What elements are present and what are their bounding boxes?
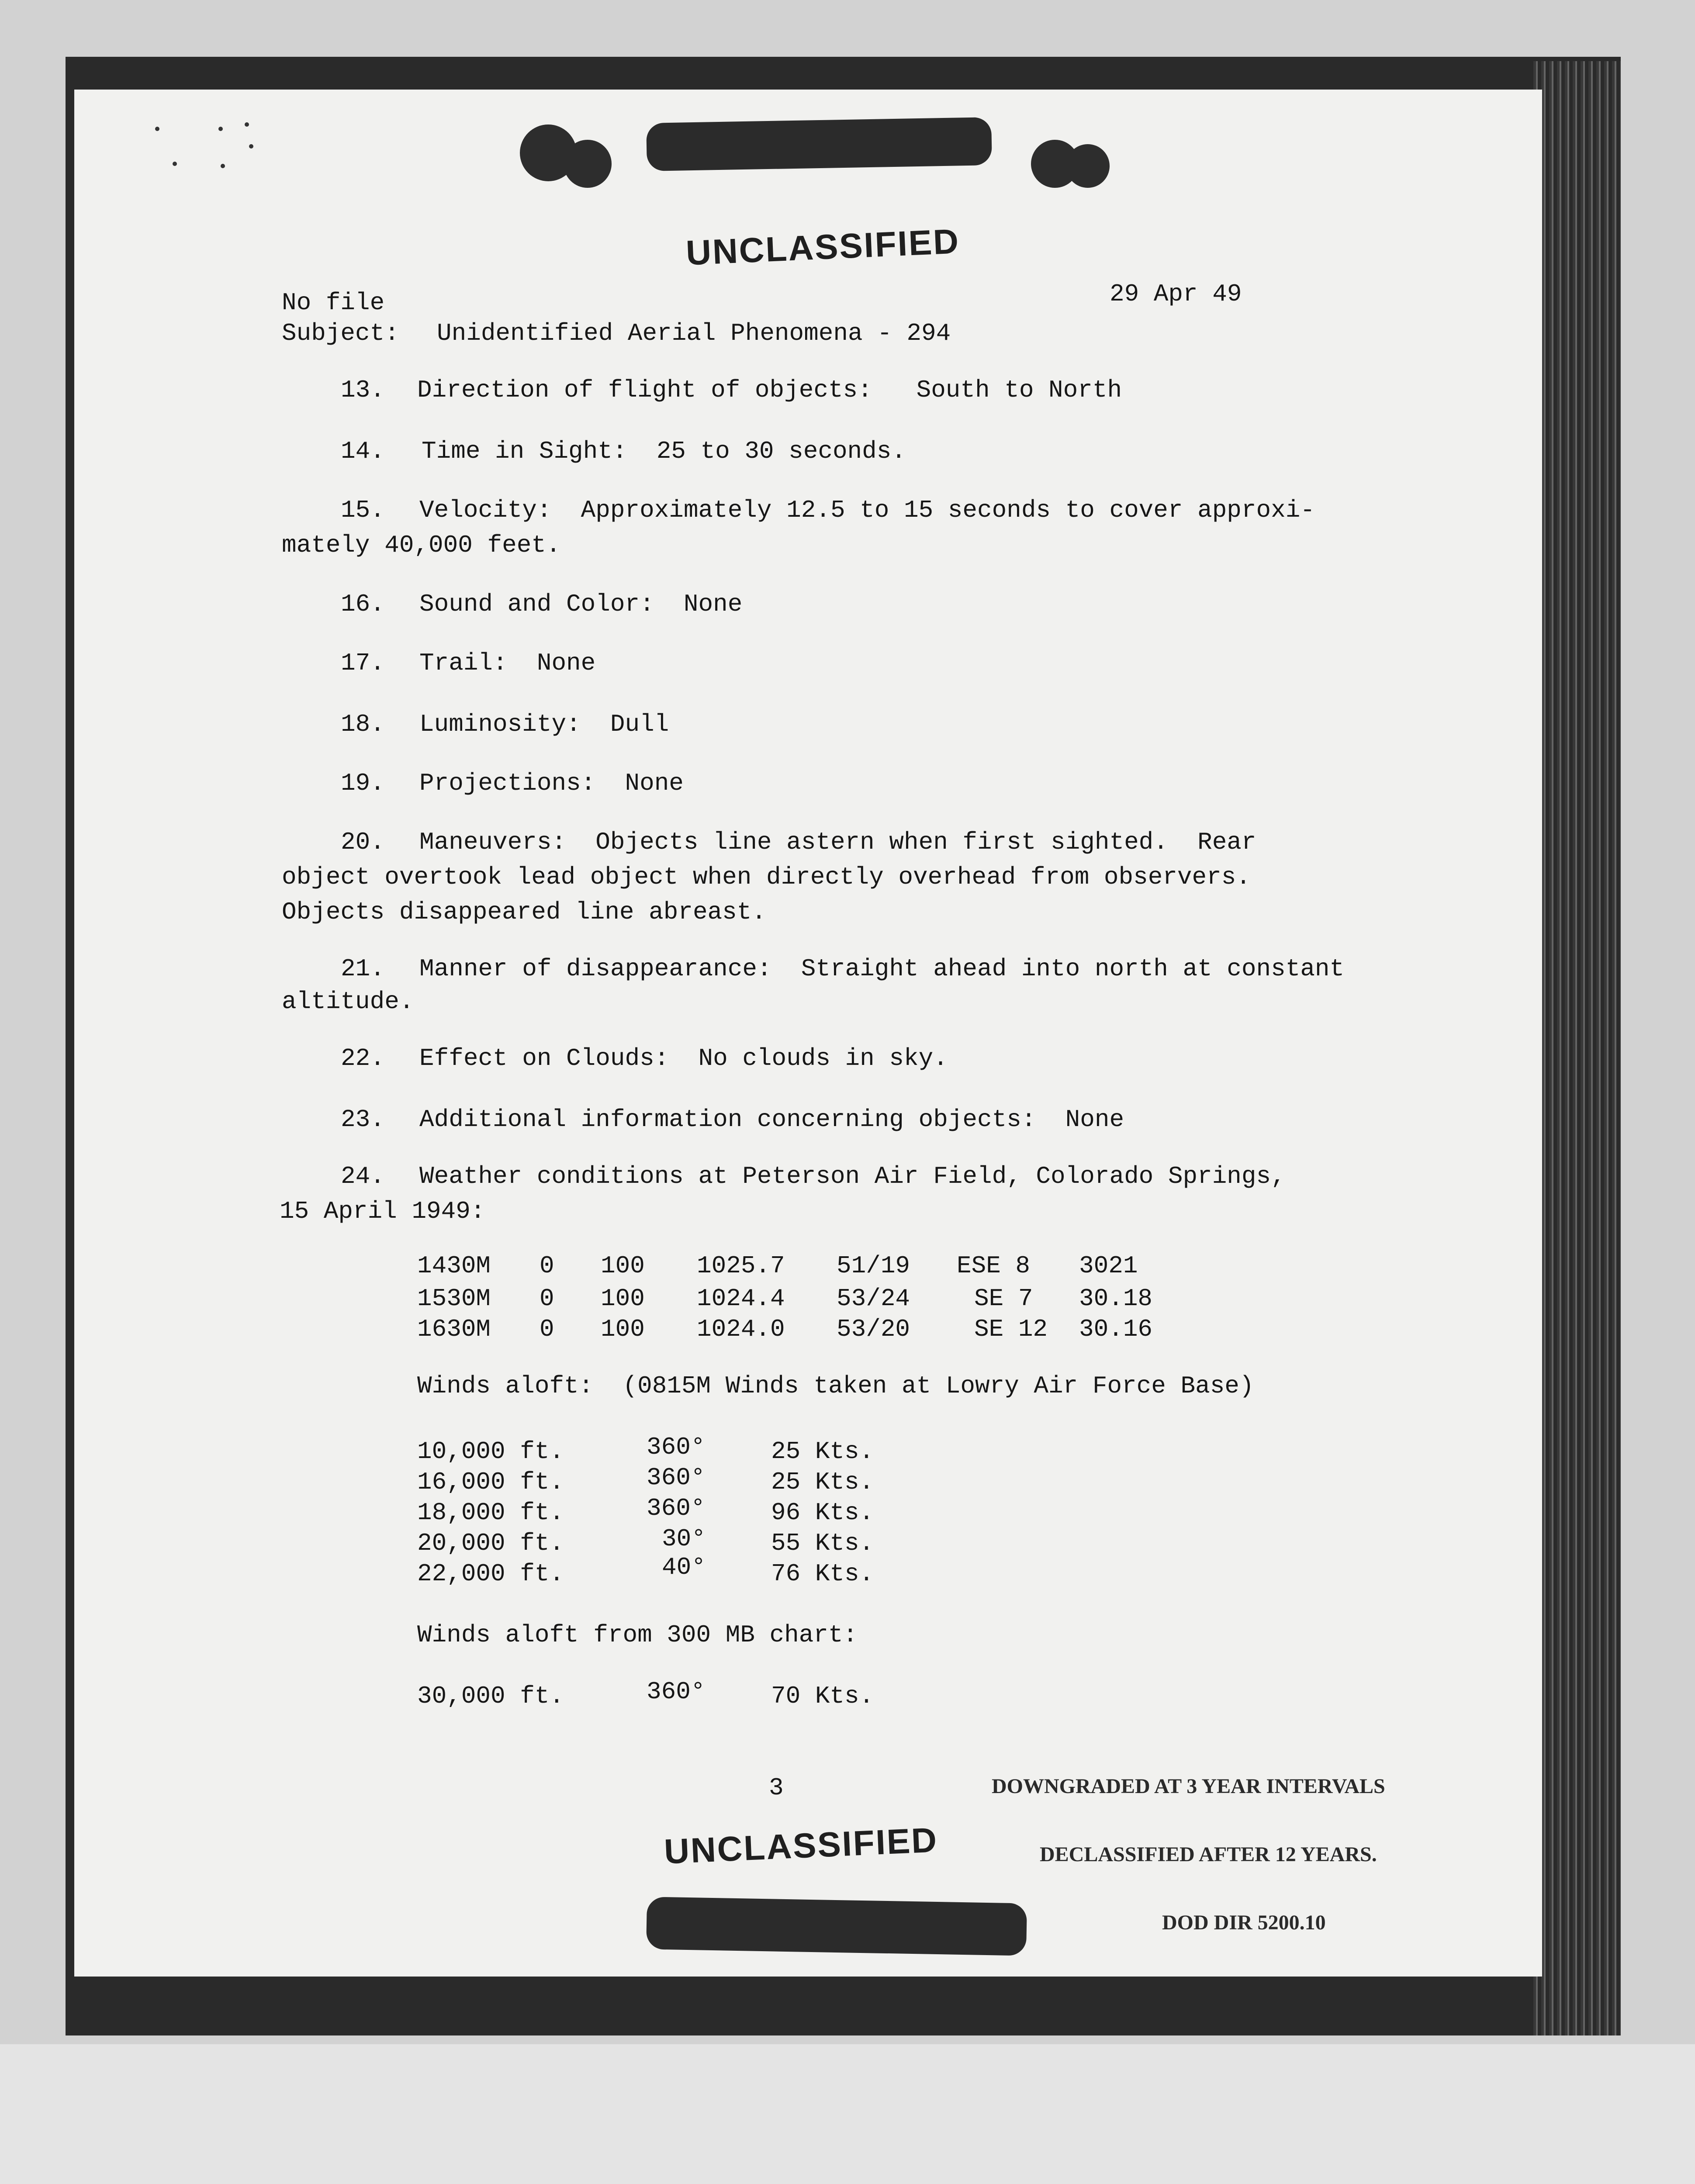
table-cell-altitude: 18,000 ft.: [417, 1499, 564, 1527]
table-cell-altimeter: 30.18: [1079, 1285, 1153, 1313]
table-cell-altitude: 20,000 ft.: [417, 1529, 564, 1557]
table-cell-speed: 55 Kts.: [771, 1529, 874, 1557]
table-cell-speed: 96 Kts.: [771, 1499, 874, 1527]
speck: [155, 127, 159, 131]
item-number: 13.: [341, 376, 385, 404]
table-cell-time: 1630M: [417, 1315, 491, 1343]
item-text: Direction of flight of objects: South to North: [417, 376, 1122, 404]
table-cell-wind: SE 7: [974, 1285, 1033, 1313]
table-cell-direction: 360°: [647, 1433, 706, 1461]
item-number: 16.: [341, 590, 385, 618]
table-cell-pressure: 1024.4: [697, 1285, 785, 1313]
table-cell-altitude: 16,000 ft.: [417, 1468, 564, 1496]
table-cell-wind: SE 12: [974, 1315, 1048, 1343]
table-cell-direction: 360°: [647, 1464, 706, 1492]
item-text: Additional information concerning objects: None: [419, 1106, 1124, 1133]
table-cell: 100: [601, 1315, 645, 1343]
item-number: 23.: [341, 1106, 385, 1133]
speck: [249, 144, 253, 149]
item-text: Manner of disappearance: Straight ahead into north at constant: [419, 955, 1345, 983]
speck: [218, 127, 223, 131]
winds-aloft-heading: Winds aloft: (0815M Winds taken at Lowry Air Force Base): [417, 1372, 1254, 1400]
item-text: Sound and Color: None: [419, 590, 743, 618]
file-note: No file: [282, 289, 385, 317]
punch-hole-blot: [564, 140, 612, 188]
table-cell-speed: 25 Kts.: [771, 1468, 874, 1496]
speck: [245, 122, 249, 127]
table-cell-direction: 40°: [662, 1553, 706, 1581]
item-continuation: mately 40,000 feet.: [282, 531, 561, 559]
table-cell-pressure: 1025.7: [697, 1252, 785, 1280]
item-text: Effect on Clouds: No clouds in sky.: [419, 1044, 948, 1072]
redaction-bar: [646, 117, 992, 171]
table-cell: 100: [601, 1285, 645, 1313]
redaction-bar: [646, 1897, 1027, 1956]
item-number: 20.: [341, 828, 385, 856]
subject-value: Unidentified Aerial Phenomena - 294: [437, 319, 951, 347]
winds-300mb-heading: Winds aloft from 300 MB chart:: [417, 1621, 858, 1649]
item-text: Weather conditions at Peterson Air Field, Colorado Springs,: [419, 1162, 1286, 1190]
table-cell-time: 1530M: [417, 1285, 491, 1313]
downgrade-line: DECLASSIFIED AFTER 12 YEARS.: [1040, 1843, 1377, 1866]
item-number: 18.: [341, 710, 385, 738]
table-cell: 100: [601, 1252, 645, 1280]
item-text: Projections: None: [419, 769, 684, 797]
downgrade-line: DOD DIR 5200.10: [1162, 1911, 1326, 1934]
table-cell-direction: 360°: [647, 1494, 706, 1522]
page-number: 3: [769, 1774, 784, 1802]
classification-stamp-bottom: UNCLASSIFIED: [663, 1820, 939, 1871]
table-cell: 0: [540, 1285, 554, 1313]
table-cell-time: 1430M: [417, 1252, 491, 1280]
scan-margin: [0, 2044, 1695, 2184]
item-number: 22.: [341, 1044, 385, 1072]
item-continuation: 15 April 1949:: [280, 1197, 485, 1225]
table-cell: 0: [540, 1315, 554, 1343]
item-continuation: object overtook lead object when directly overhead from observers.: [282, 863, 1251, 891]
table-cell-altitude: 22,000 ft.: [417, 1560, 564, 1588]
item-text: Velocity: Approximately 12.5 to 15 seconds to cover approxi-: [419, 496, 1315, 524]
table-cell-temp: 53/24: [837, 1285, 910, 1313]
item-text: Trail: None: [419, 649, 596, 677]
table-cell-altitude: 10,000 ft.: [417, 1438, 564, 1465]
table-cell-pressure: 1024.0: [697, 1315, 785, 1343]
downgrade-stamp: [992, 1730, 1568, 1957]
table-cell-altitude: 30,000 ft.: [417, 1682, 564, 1710]
subject-label: Subject:: [282, 319, 399, 347]
item-number: 21.: [341, 955, 385, 983]
item-text: Time in Sight: 25 to 30 seconds.: [422, 437, 906, 465]
table-cell-temp: 51/19: [837, 1252, 910, 1280]
item-number: 14.: [341, 437, 385, 465]
item-number: 15.: [341, 496, 385, 524]
table-cell-direction: 30°: [662, 1525, 706, 1553]
speck: [221, 164, 225, 168]
item-text: Luminosity: Dull: [419, 710, 669, 738]
downgrade-line: DOWNGRADED AT 3 YEAR INTERVALS: [992, 1775, 1385, 1798]
table-cell-speed: 25 Kts.: [771, 1438, 874, 1465]
table-cell-altimeter: 30.16: [1079, 1315, 1153, 1343]
speck: [173, 162, 177, 166]
table-cell-direction: 360°: [647, 1678, 706, 1706]
table-cell-speed: 76 Kts.: [771, 1560, 874, 1588]
table-cell-altimeter: 3021: [1079, 1252, 1138, 1280]
item-continuation: altitude.: [282, 988, 414, 1016]
table-cell-speed: 70 Kts.: [771, 1682, 874, 1710]
table-cell-temp: 53/20: [837, 1315, 910, 1343]
item-number: 24.: [341, 1162, 385, 1190]
item-text: Maneuvers: Objects line astern when first sighted. Rear: [419, 828, 1256, 856]
table-cell: 0: [540, 1252, 554, 1280]
classification-stamp-top: UNCLASSIFIED: [685, 221, 961, 273]
item-number: 19.: [341, 769, 385, 797]
item-number: 17.: [341, 649, 385, 677]
document-date: 29 Apr 49: [1110, 280, 1242, 308]
item-continuation: Objects disappeared line abreast.: [282, 898, 766, 926]
punch-hole-blot: [1066, 144, 1110, 188]
table-cell-wind: ESE 8: [957, 1252, 1031, 1280]
